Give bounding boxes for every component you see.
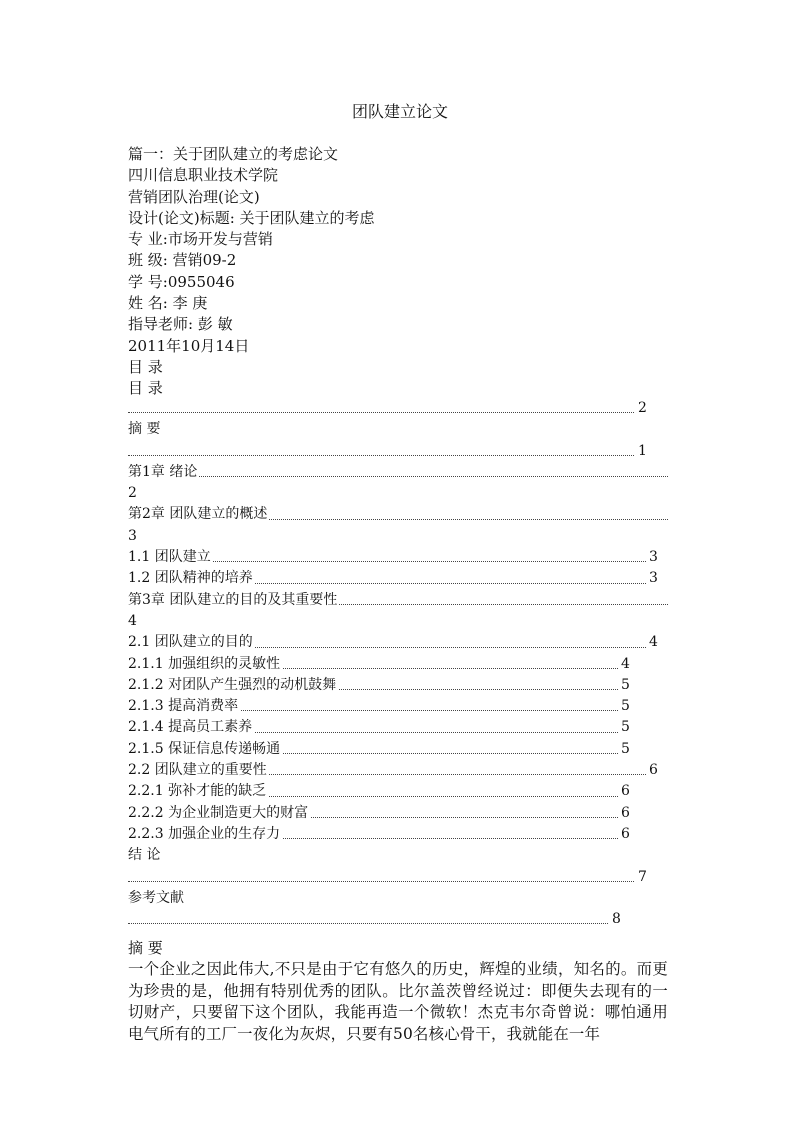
toc-entry: [128, 419, 668, 440]
toc-page-number: 6: [646, 760, 658, 781]
info-line: 四川信息职业技术学院: [128, 166, 279, 185]
toc-page-number: 8: [609, 909, 621, 930]
info-block: [128, 144, 668, 400]
toc-entry: [128, 483, 668, 504]
toc-entry: [128, 888, 668, 909]
toc-label: 1.1 团队建立: [128, 549, 211, 566]
toc-label: 2.2.2 为企业制造更大的财富: [128, 804, 309, 821]
toc-page-number: 7: [635, 867, 647, 888]
toc-entry: [128, 803, 668, 824]
toc-entry: [128, 526, 668, 547]
info-line: 姓 名: 李 庚: [128, 294, 208, 313]
toc-page-number: 5: [618, 717, 630, 738]
info-line: 目 录: [128, 357, 163, 376]
toc-entry: [128, 568, 668, 589]
toc-label: 3: [128, 527, 137, 544]
toc-leader-dots: [128, 921, 608, 924]
toc-entry: [128, 845, 668, 866]
info-line: 设计(论文)标题: 关于团队建立的考虑: [128, 208, 375, 227]
toc-label: 结 论: [128, 847, 161, 864]
abstract-paragraph: 一个企业之因此伟大,不只是由于它有悠久的历史，辉煌的业绩，知名的。而更为珍贵的是，他拥有特别优秀的团队。比尔盖茨曾经说过：即便失去现有的一切财产，只要留下这个团队，我能再造一个微软！杰克韦尔奇曾说：哪怕通用电气所有的工厂一夜化为灰烬，只要有50名核心骨干，我就能在一年: [128, 960, 668, 1043]
toc-page-number: 2: [635, 398, 647, 419]
info-line: 专 业:市场开发与营销: [128, 230, 273, 249]
info-line: 2011年10月14日: [128, 336, 250, 355]
info-line: 学 号:0955046: [128, 272, 235, 291]
info-line: 指导老师: 彭 敏: [128, 315, 233, 334]
toc-label: 2.1.2 对团队产生强烈的动机鼓舞: [128, 676, 337, 693]
toc-leader-dots: [128, 879, 636, 882]
toc-page-number: 4: [618, 654, 630, 675]
toc-label: [128, 400, 130, 416]
toc-label: 2.1 团队建立的目的: [128, 634, 253, 651]
toc-label: 2.1.1 加强组织的灵敏性: [128, 655, 281, 672]
toc-entry: [128, 909, 668, 930]
toc-label: [128, 911, 130, 927]
toc-page-number: 3: [646, 547, 658, 568]
toc-entry: [128, 441, 668, 462]
toc-page-number: 5: [618, 675, 630, 696]
toc-entry: [128, 504, 668, 525]
toc-page-number: 4: [646, 632, 658, 653]
info-line: 篇一：关于团队建立的考虑论文: [128, 145, 339, 163]
toc-entry: [128, 675, 668, 696]
toc-entry: [128, 717, 668, 738]
toc-page-number: 5: [618, 739, 630, 760]
toc-entry: [128, 781, 668, 802]
toc-page-number: 1: [635, 441, 647, 462]
toc-page-number: 6: [618, 803, 630, 824]
toc-label: 第3章 团队建立的目的及其重要性: [128, 591, 338, 608]
info-line: 班 级: 营销09-2: [128, 251, 237, 270]
table-of-contents: [128, 398, 668, 930]
toc-entry: [128, 632, 668, 653]
toc-leader-dots: [128, 410, 636, 413]
toc-entry: [128, 590, 668, 611]
toc-label: [128, 443, 130, 459]
toc-label: 2.1.5 保证信息传递畅通: [128, 740, 281, 757]
toc-label: 4: [128, 612, 137, 629]
toc-entry: [128, 760, 668, 781]
toc-page-number: 5: [618, 696, 630, 717]
toc-entry: [128, 696, 668, 717]
abstract-title: 摘 要: [128, 939, 163, 957]
toc-leader-dots: [128, 474, 668, 477]
toc-entry: [128, 462, 668, 483]
document-title: 团队建立论文: [351, 102, 448, 121]
toc-entry: [128, 547, 668, 568]
toc-entry: [128, 739, 668, 760]
toc-label: 第1章 绪论: [128, 463, 198, 480]
toc-label: 2.1.3 提高消费率: [128, 698, 239, 715]
toc-label: 摘 要: [128, 421, 161, 438]
toc-entry: [128, 824, 668, 845]
toc-label: 1.2 团队精神的培养: [128, 570, 253, 587]
toc-label: 第2章 团队建立的概述: [128, 506, 268, 523]
toc-label: 2.2.1 弥补才能的缺乏: [128, 783, 267, 800]
toc-label: 参考文献: [128, 889, 184, 906]
toc-label: [128, 869, 130, 885]
toc-page-number: 6: [618, 781, 630, 802]
toc-label: 2.2 团队建立的重要性: [128, 762, 267, 779]
toc-label: 2.1.4 提高员工素养: [128, 719, 253, 736]
toc-entry: [128, 398, 668, 419]
info-line: 目 录: [128, 379, 163, 398]
toc-label: 2: [128, 485, 137, 502]
toc-page-number: 6: [618, 824, 630, 845]
toc-entry: [128, 654, 668, 675]
toc-page-number: 3: [646, 568, 658, 589]
toc-entry: [128, 867, 668, 888]
abstract-section: [128, 938, 668, 1045]
info-line: 营销团队治理(论文): [128, 187, 260, 206]
toc-leader-dots: [128, 453, 636, 456]
toc-entry: [128, 611, 668, 632]
toc-label: 2.2.3 加强企业的生存力: [128, 825, 281, 842]
